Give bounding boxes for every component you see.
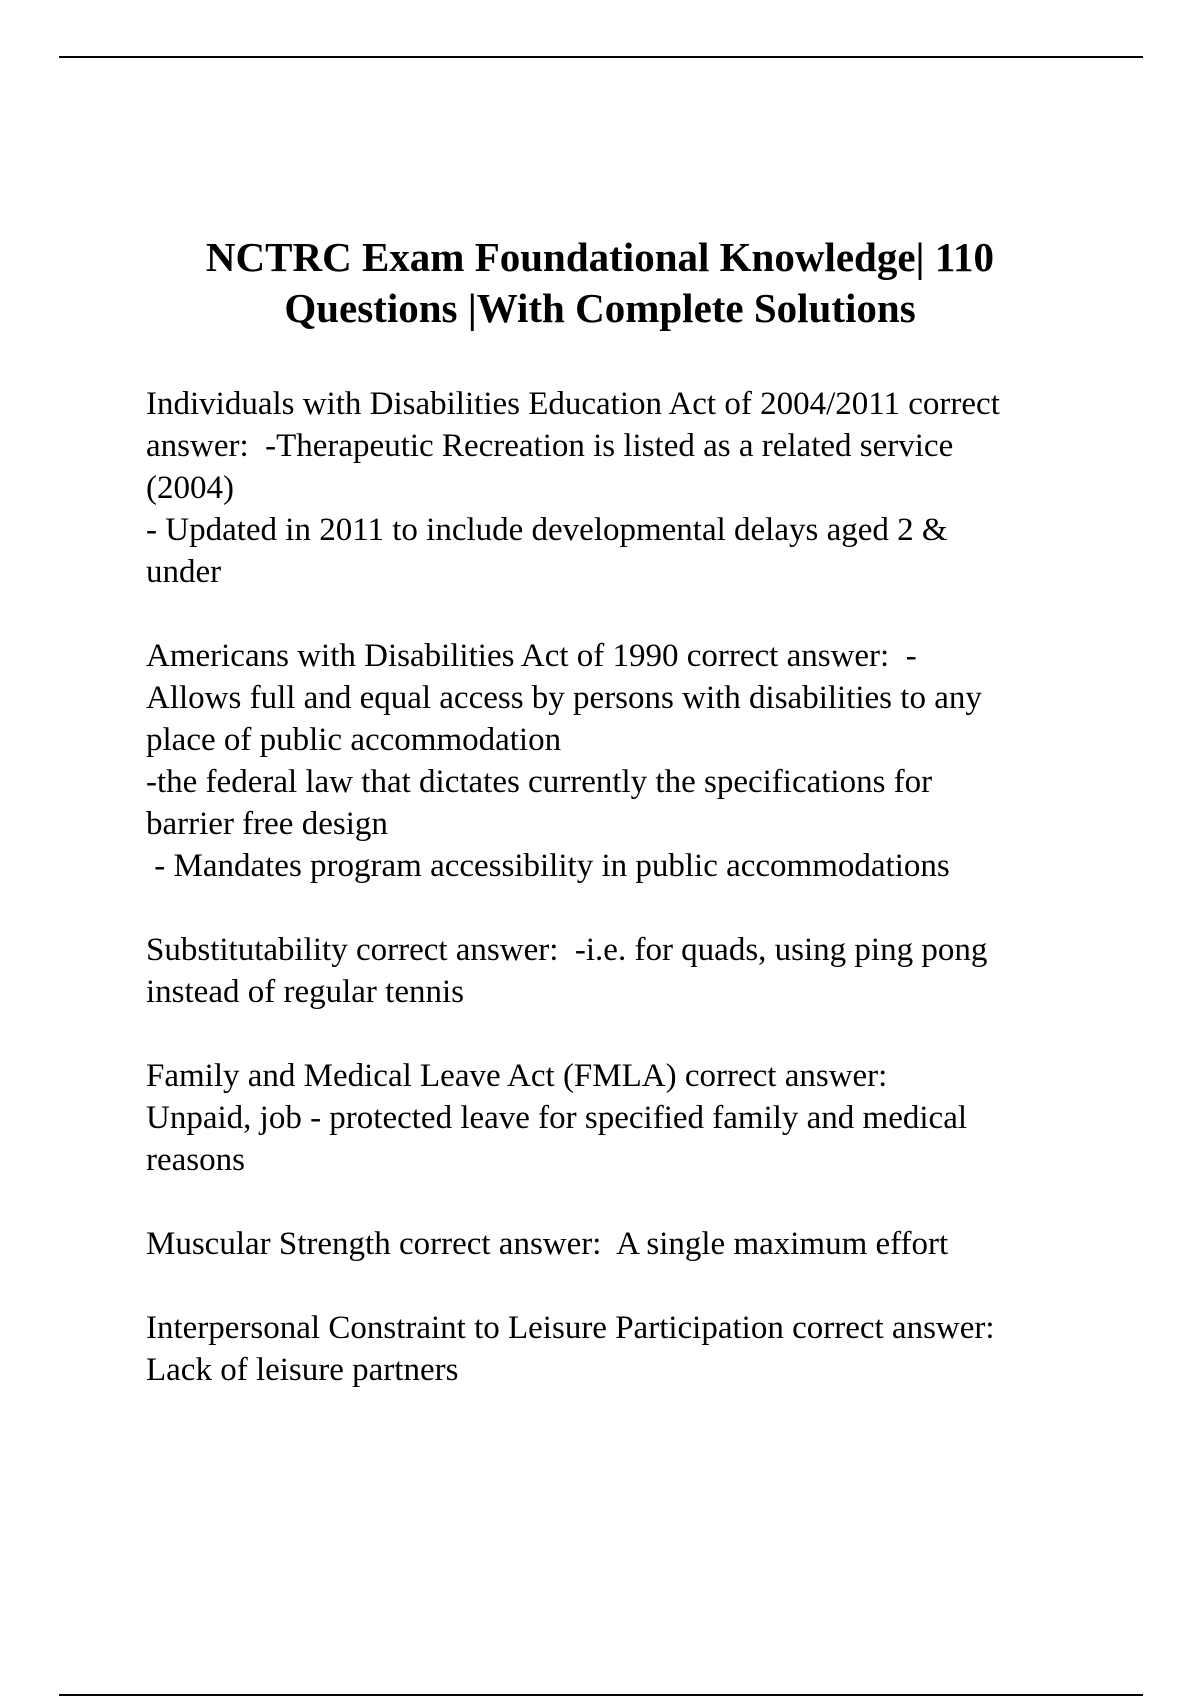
bottom-rule [59, 1694, 1143, 1696]
entry-line: answer: -Therapeutic Recreation is listed as a related service [146, 428, 954, 464]
entry-line: Muscular Strength correct answer: A single maximum effort [146, 1226, 949, 1262]
entry-line: -the federal law that dictates currently the specifications for [146, 764, 933, 800]
title-line: Questions |With Complete Solutions [284, 285, 916, 331]
title-line: NCTRC Exam Foundational Knowledge| 110 [205, 234, 995, 280]
qa-entry-substitutability [146, 929, 1146, 1013]
qa-entry-muscular-strength [146, 1223, 1146, 1265]
entry-line: Interpersonal Constraint to Leisure Participation correct answer: [146, 1310, 995, 1346]
entry-line: Substitutability correct answer: -i.e. for quads, using ping pong [146, 932, 988, 968]
entry-line: reasons [146, 1142, 245, 1178]
entry-line: (2004) [146, 470, 234, 506]
entry-line: place of public accommodation [146, 722, 562, 758]
entry-line: Family and Medical Leave Act (FMLA) correct answer: [146, 1058, 888, 1094]
entry-line: Americans with Disabilities Act of 1990 correct answer: - [146, 638, 917, 674]
top-rule [59, 56, 1143, 58]
entry-line: Lack of leisure partners [146, 1352, 459, 1388]
entry-line: - Mandates program accessibility in public accommodations [146, 848, 950, 884]
entry-line: Allows full and equal access by persons with disabilities to any [146, 680, 982, 716]
entry-line: Individuals with Disabilities Education Act of 2004/2011 correct [146, 386, 1000, 422]
qa-entry-ada [146, 635, 1146, 887]
qa-entry-fmla [146, 1055, 1146, 1181]
entry-line: under [146, 554, 222, 590]
entry-line: - Updated in 2011 to include developmental delays aged 2 & [146, 512, 948, 548]
qa-entry-idea [146, 383, 1146, 593]
qa-list [146, 383, 1146, 1433]
page-title [100, 232, 1100, 334]
entry-line: instead of regular tennis [146, 974, 464, 1010]
entry-line: barrier free design [146, 806, 388, 842]
qa-entry-interpersonal-constraint [146, 1307, 1146, 1391]
entry-line: Unpaid, job - protected leave for specified family and medical [146, 1100, 968, 1136]
